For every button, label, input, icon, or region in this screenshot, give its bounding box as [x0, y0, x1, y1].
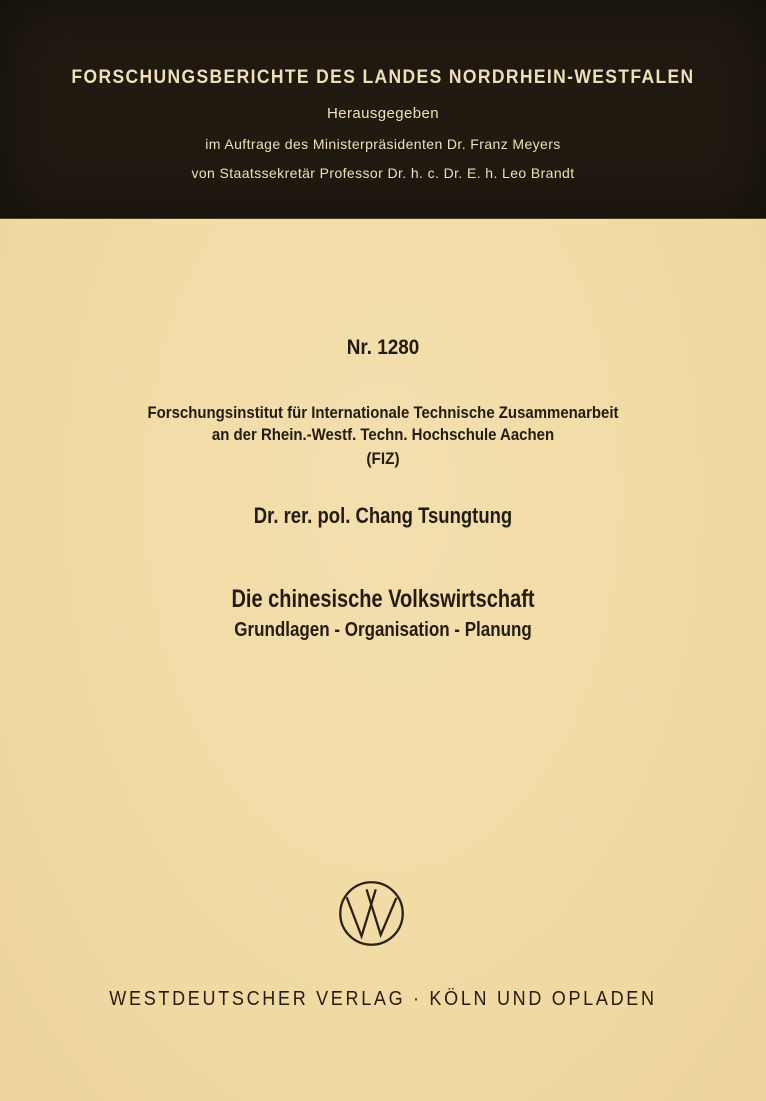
book-title: Die chinesische Volkswirtschaft [231, 585, 535, 613]
issue-number: Nr. 1280 [346, 336, 420, 359]
book-subtitle: Grundlagen - Organisation - Planung [234, 619, 532, 641]
commission-line: im Auftrage des Ministerpräsidenten Dr. Franz Meyers [205, 136, 561, 152]
institute-abbreviation: (FIZ) [366, 449, 400, 468]
edited-label: Herausgegeben [327, 105, 439, 122]
editor-line: von Staatssekretär Professor Dr. h. c. Dr. E. h. Leo Brandt [191, 165, 575, 181]
series-title: FORSCHUNGSBERICHTE DES LANDES NORDRHEIN-WESTFALEN [71, 67, 695, 88]
series-header-band [0, 0, 766, 219]
institute-name-line2: an der Rhein.-Westf. Techn. Hochschule Aachen [211, 425, 555, 444]
publisher-imprint: WESTDEUTSCHER VERLAG · KÖLN UND OPLADEN [109, 988, 657, 1010]
institute-name-line1: Forschungsinstitut für Internationale Technische Zusammenarbeit [147, 403, 619, 422]
publisher-logo [336, 878, 407, 949]
author-name: Dr. rer. pol. Chang Tsungtung [253, 503, 513, 528]
w-monogram-icon [336, 878, 407, 949]
institute-name [46, 402, 720, 446]
